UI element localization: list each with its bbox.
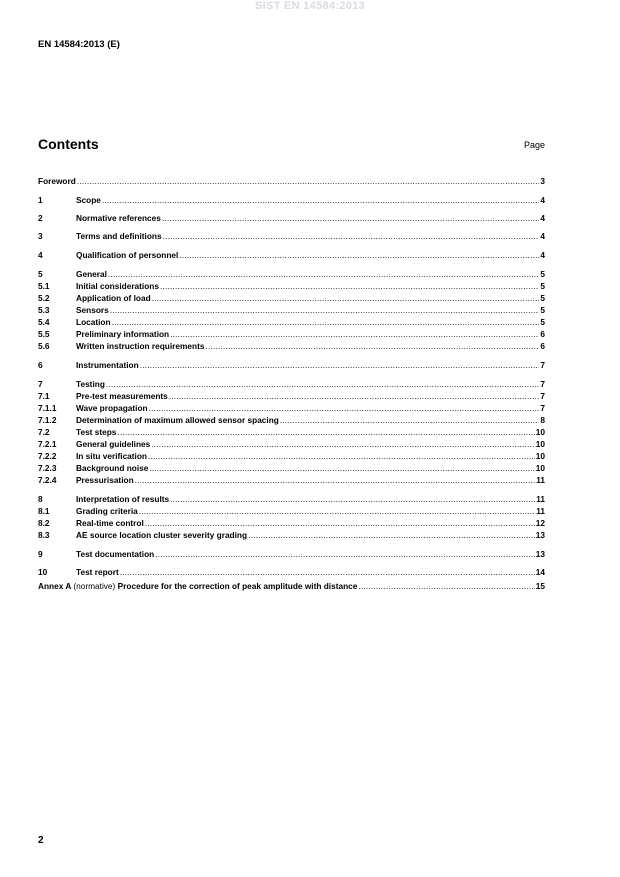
dot-leader xyxy=(170,328,539,340)
dot-leader xyxy=(179,249,539,261)
dot-leader xyxy=(102,194,539,206)
toc-entry-10[interactable] xyxy=(38,566,545,578)
toc-entry-8-1[interactable] xyxy=(38,505,545,517)
toc-entry-title: General xyxy=(76,269,107,279)
toc-entry-5-2[interactable] xyxy=(38,292,545,304)
toc-entry-number: 8.2 xyxy=(38,518,50,528)
dot-leader xyxy=(110,304,540,316)
toc-entry-number: 5.3 xyxy=(38,305,50,315)
dot-leader xyxy=(163,230,540,242)
toc-entry-7-2-1[interactable] xyxy=(38,438,545,450)
toc-entry-2[interactable] xyxy=(38,212,545,224)
annex-qualifier: (normative) xyxy=(73,581,116,591)
toc-entry-number: 4 xyxy=(38,250,43,260)
toc-entry-title: Test steps xyxy=(76,427,117,437)
toc-entry-page: 11 xyxy=(536,506,545,516)
dot-leader xyxy=(108,268,539,280)
toc-entry-title: General guidelines xyxy=(76,439,151,449)
toc-entry-page: 7 xyxy=(540,403,545,413)
toc-entries xyxy=(38,194,545,578)
toc-entry-9[interactable] xyxy=(38,548,545,560)
toc-entry-title: Initial considerations xyxy=(76,281,159,291)
toc-entry-6[interactable] xyxy=(38,359,545,371)
dot-leader xyxy=(151,438,535,450)
toc-entry-title: Grading criteria xyxy=(76,506,138,516)
dot-leader xyxy=(135,474,536,486)
toc-entry-number: 8 xyxy=(38,494,43,504)
toc-entry-page: 6 xyxy=(540,329,545,339)
toc-heading: Contents xyxy=(38,136,99,152)
toc-entry-number: 7.1 xyxy=(38,391,50,401)
toc-entry-foreword[interactable] xyxy=(38,175,545,187)
dot-leader xyxy=(145,517,535,529)
toc-entry-page: 10 xyxy=(535,439,545,449)
toc-entry-page: 11 xyxy=(536,475,545,485)
toc-entry-title: Preliminary information xyxy=(76,329,170,339)
toc-entry-page: 5 xyxy=(540,305,545,315)
toc-entry-annex-a[interactable] xyxy=(38,580,545,592)
dot-leader xyxy=(148,450,535,462)
annex-label: Annex A xyxy=(38,581,72,591)
toc-entry-7-1-2[interactable] xyxy=(38,414,545,426)
toc-entry-number: 1 xyxy=(38,195,43,205)
toc-entry-5[interactable] xyxy=(38,268,545,280)
dot-leader xyxy=(358,580,534,592)
dot-leader xyxy=(106,378,539,390)
toc-entry-5-6[interactable] xyxy=(38,340,545,352)
toc-entry-title: In situ verification xyxy=(76,451,147,461)
dot-leader xyxy=(77,175,540,187)
toc-entry-number: 5.5 xyxy=(38,329,50,339)
toc-entry-number: 2 xyxy=(38,213,43,223)
toc-entry-title: Test documentation xyxy=(76,549,155,559)
toc-entry-page: 5 xyxy=(540,317,545,327)
toc-entry-page: 5 xyxy=(540,293,545,303)
toc-entry-7-2-2[interactable] xyxy=(38,450,545,462)
toc-entry-page: 5 xyxy=(540,269,545,279)
toc-entry-number: 5.2 xyxy=(38,293,50,303)
toc-entry-page: 15 xyxy=(535,581,545,591)
toc-entry-title: Testing xyxy=(76,379,105,389)
toc-entry-page: 11 xyxy=(536,494,545,504)
toc-entry-8[interactable] xyxy=(38,493,545,505)
toc-entry-number: 6 xyxy=(38,360,43,370)
dot-leader xyxy=(139,505,535,517)
toc-entry-page: 7 xyxy=(540,379,545,389)
toc-entry-page: 13 xyxy=(535,549,545,559)
document-id: EN 14584:2013 (E) xyxy=(38,39,120,50)
dot-leader xyxy=(162,212,540,224)
toc-entry-title: Pressurisation xyxy=(76,475,134,485)
toc-entry-page: 4 xyxy=(540,195,545,205)
toc-entry-number: 5.4 xyxy=(38,317,50,327)
dot-leader xyxy=(280,414,540,426)
toc-entry-title: Foreword xyxy=(38,176,76,186)
dot-leader xyxy=(170,493,535,505)
toc-entry-title: Background noise xyxy=(76,463,149,473)
toc-entry-number: 10 xyxy=(38,567,48,577)
toc-entry-number: 5.6 xyxy=(38,341,50,351)
toc-entry-title: Scope xyxy=(76,195,101,205)
dot-leader xyxy=(140,359,540,371)
toc-entry-page: 12 xyxy=(535,518,545,528)
toc-entry-title: AE source location cluster severity grading xyxy=(76,530,248,540)
toc-entry-page: 10 xyxy=(535,427,545,437)
toc-entry-page: 7 xyxy=(540,360,545,370)
toc-entry-4[interactable] xyxy=(38,249,545,261)
toc-entry-8-2[interactable] xyxy=(38,517,545,529)
toc-entry-title: Real-time control xyxy=(76,518,144,528)
toc-entry-title: Wave propagation xyxy=(76,403,148,413)
toc-entry-page: 13 xyxy=(535,530,545,540)
toc-entry-5-1[interactable] xyxy=(38,280,545,292)
toc-entry-5-4[interactable] xyxy=(38,316,545,328)
page-column-label: Page xyxy=(523,140,545,150)
toc-entry-number: 7.2.2 xyxy=(38,451,57,461)
dot-leader xyxy=(120,566,535,578)
toc-entry-page: 10 xyxy=(535,463,545,473)
dot-leader xyxy=(112,316,540,328)
toc-entry-7-1-1[interactable] xyxy=(38,402,545,414)
table-of-contents xyxy=(38,175,545,592)
dot-leader xyxy=(152,292,540,304)
toc-entry-title: Test report xyxy=(76,567,119,577)
toc-entry-title: Pre-test measurements xyxy=(76,391,168,401)
annex-title: Procedure for the correction of peak amplitude with distance xyxy=(117,581,358,591)
dot-leader xyxy=(248,529,535,541)
toc-entry-title: Determination of maximum allowed sensor spacing xyxy=(76,415,279,425)
toc-entry-page: 4 xyxy=(540,213,545,223)
dot-leader xyxy=(149,462,534,474)
dot-leader xyxy=(149,402,540,414)
toc-entry-5-5[interactable] xyxy=(38,328,545,340)
toc-entry-title: Application of load xyxy=(76,293,151,303)
toc-entry-number: 7.1.2 xyxy=(38,415,57,425)
toc-entry-7-2-4[interactable] xyxy=(38,474,545,486)
toc-entry-page: 7 xyxy=(540,391,545,401)
toc-entry-page: 14 xyxy=(535,567,545,577)
toc-entry-number: 7.2 xyxy=(38,427,50,437)
toc-entry-number: 7.2.4 xyxy=(38,475,57,485)
toc-entry-3[interactable] xyxy=(38,230,545,242)
toc-entry-title: Sensors xyxy=(76,305,109,315)
toc-entry-title: Qualification of personnel xyxy=(76,250,179,260)
dot-leader xyxy=(117,426,534,438)
toc-entry-page: 3 xyxy=(540,176,545,186)
toc-entry-page: 6 xyxy=(540,341,545,351)
dot-leader xyxy=(160,280,539,292)
toc-entry-7-2[interactable] xyxy=(38,426,545,438)
page-number: 2 xyxy=(38,835,44,846)
toc-entry-title: Terms and definitions xyxy=(76,231,162,241)
toc-entry-title: Instrumentation xyxy=(76,360,139,370)
toc-entry-number: 8.3 xyxy=(38,530,50,540)
toc-entry-number: 5 xyxy=(38,269,43,279)
toc-entry-8-3[interactable] xyxy=(38,529,545,541)
toc-entry-5-3[interactable] xyxy=(38,304,545,316)
toc-entry-page: 8 xyxy=(540,415,545,425)
toc-entry-7[interactable] xyxy=(38,378,545,390)
toc-entry-number: 3 xyxy=(38,231,43,241)
toc-entry-page: 10 xyxy=(535,451,545,461)
watermark: SIST EN 14584:2013 xyxy=(255,0,365,12)
toc-entry-page: 4 xyxy=(540,250,545,260)
toc-entry-title: Written instruction requirements xyxy=(76,341,205,351)
dot-leader xyxy=(169,390,540,402)
toc-entry-number: 7 xyxy=(38,379,43,389)
toc-entry-number: 9 xyxy=(38,549,43,559)
toc-entry-page: 4 xyxy=(540,231,545,241)
toc-entry-title: Interpretation of results xyxy=(76,494,170,504)
toc-entry-number: 7.2.1 xyxy=(38,439,57,449)
toc-entry-7-2-3[interactable] xyxy=(38,462,545,474)
toc-entry-7-1[interactable] xyxy=(38,390,545,402)
toc-entry-title: Location xyxy=(76,317,111,327)
toc-entry-number: 5.1 xyxy=(38,281,50,291)
toc-entry-title xyxy=(38,580,357,592)
toc-entry-title: Normative references xyxy=(76,213,161,223)
toc-entry-1[interactable] xyxy=(38,194,545,206)
toc-entry-number: 7.1.1 xyxy=(38,403,57,413)
toc-entry-number: 7.2.3 xyxy=(38,463,57,473)
dot-leader xyxy=(155,548,535,560)
toc-entry-page: 5 xyxy=(540,281,545,291)
dot-leader xyxy=(205,340,539,352)
toc-entry-number: 8.1 xyxy=(38,506,50,516)
